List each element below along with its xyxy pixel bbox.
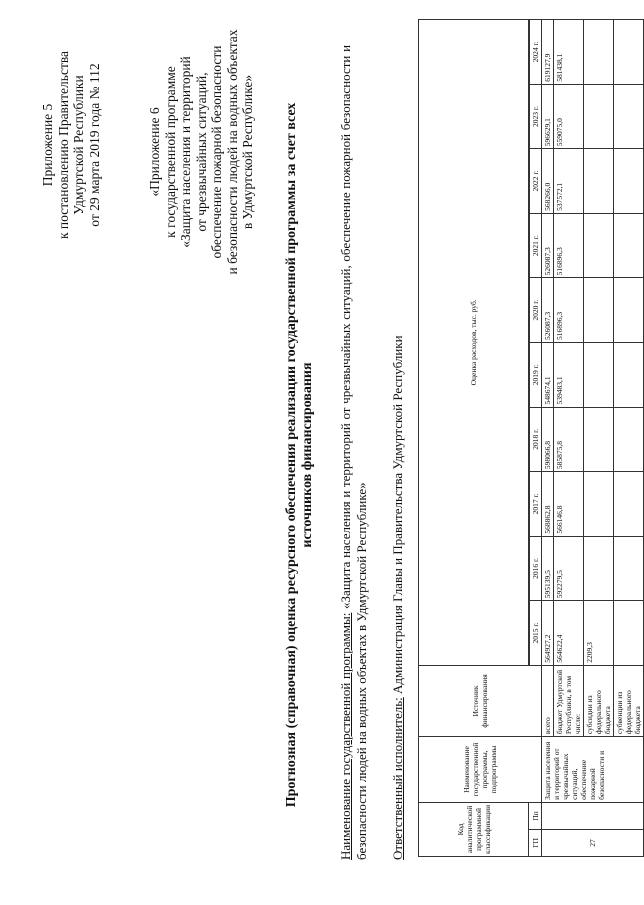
value-cell: 568266,0 — [542, 149, 554, 214]
title-line: источников финансирования — [300, 362, 315, 548]
responsible-value: Администрация Главы и Правительства Удмуртской Республики — [390, 335, 405, 694]
value-cell: 581438,1 — [554, 20, 584, 85]
appendix-block — [40, 25, 102, 265]
responsible-executor — [390, 45, 406, 860]
appendix-line: к постановлению Правительства — [55, 50, 71, 240]
header-estimate: Оценка расходов, тыс. руб. — [419, 20, 529, 666]
page-title — [284, 45, 316, 865]
source-label: всего — [542, 665, 554, 736]
appendix-line: Приложение 5 — [40, 103, 55, 187]
value-cell — [614, 601, 644, 666]
value-cell — [584, 342, 614, 407]
header-gp: ГП — [529, 829, 542, 856]
value-cell: 516896,3 — [554, 213, 584, 278]
inner-appendix-block — [147, 7, 256, 297]
value-cell: 564622,4 — [554, 601, 584, 666]
value-cell — [584, 407, 614, 472]
value-cell — [584, 278, 614, 343]
value-cell — [584, 472, 614, 537]
year-header: 2016 г. — [530, 536, 542, 601]
value-cell: 568862,8 — [542, 472, 554, 537]
row-program-name: Защита населения и территорий от чрезвычайных ситуаций, обеспечение пожарной безопасности и — [542, 737, 644, 803]
year-header: 2022 г. — [530, 149, 542, 214]
resource-table — [418, 19, 644, 857]
value-cell: 585875,8 — [554, 407, 584, 472]
header-code: Код аналитической программной классификации — [419, 802, 529, 856]
value-cell: 2209,3 — [584, 601, 614, 666]
value-cell — [584, 213, 614, 278]
value-cell: 595139,5 — [542, 536, 554, 601]
row-pp — [542, 802, 644, 829]
responsible-label: Ответственный исполнитель: — [390, 697, 405, 860]
program-name — [338, 45, 369, 860]
value-cell: 566146,8 — [554, 472, 584, 537]
value-cell: 559075,0 — [554, 84, 584, 149]
header-source: Источник финансирования — [419, 665, 542, 736]
inner-appendix-line: в Удмуртской Республике» — [240, 74, 255, 230]
value-cell — [584, 84, 614, 149]
inner-appendix-line: обеспечение пожарной безопасности — [209, 45, 224, 259]
year-header: 2024 г. — [530, 20, 542, 85]
program-name-part2: пожарной безопасности и безопасности людей на водных объектах в Удмуртской Республике» — [338, 44, 369, 860]
inner-appendix-line: от чрезвычайных ситуаций, — [193, 72, 209, 232]
value-cell: 539483,1 — [554, 342, 584, 407]
value-cell — [584, 536, 614, 601]
year-header: 2015 г. — [530, 601, 542, 666]
value-cell: 619127,9 — [542, 20, 554, 85]
row-gp: 27 — [542, 829, 644, 856]
value-cell — [614, 472, 644, 537]
value-cell: 596629,1 — [542, 84, 554, 149]
inner-appendix-line: «Защита населения и территорий — [178, 56, 193, 248]
value-cell — [614, 149, 644, 214]
program-label: Наименование государственной программы: — [338, 612, 353, 860]
source-label: субсидии из федерального бюджета — [584, 665, 614, 736]
value-cell — [614, 342, 644, 407]
year-header: 2018 г. — [530, 407, 542, 472]
value-cell: 564927,2 — [542, 601, 554, 666]
value-cell — [614, 213, 644, 278]
appendix-line: Удмуртской Республики — [71, 75, 86, 215]
value-cell: 526087,3 — [542, 213, 554, 278]
value-cell — [614, 536, 644, 601]
value-cell: 537572,1 — [554, 149, 584, 214]
year-header: 2019 г. — [530, 342, 542, 407]
source-label: субвенции из федерального бюджета — [614, 665, 644, 736]
year-header: 2023 г. — [530, 84, 542, 149]
year-header: 2020 г. — [530, 278, 542, 343]
header-name: Наименование государственной программы, подпрограммы — [419, 737, 542, 803]
value-cell: 598066,8 — [542, 407, 554, 472]
value-cell — [584, 20, 614, 85]
value-cell: 526087,3 — [542, 278, 554, 343]
inner-appendix-line: и безопасности людей на водных объектах — [224, 29, 240, 275]
title-line: Прогнозная (справочная) оценка ресурсного обеспечения реализации государственной программы за счет всех — [284, 102, 299, 808]
value-cell: 548674,1 — [542, 342, 554, 407]
inner-appendix-line: к государственной программе — [162, 66, 178, 238]
year-header: 2021 г. — [530, 213, 542, 278]
value-cell — [614, 407, 644, 472]
value-cell — [584, 149, 614, 214]
appendix-line: от 29 марта 2019 года № 112 — [86, 63, 102, 227]
source-label: бюджет Удмуртской Республики, в том числе: — [554, 665, 584, 736]
inner-appendix-line: «Приложение 6 — [147, 107, 162, 197]
value-cell — [614, 278, 644, 343]
value-cell: 592279,5 — [554, 536, 584, 601]
header-pp: Пп — [529, 802, 542, 829]
value-cell — [614, 84, 644, 149]
year-header: 2017 г. — [530, 472, 542, 537]
value-cell: 516896,3 — [554, 278, 584, 343]
value-cell — [614, 20, 644, 85]
program-name-part1: «Защита населения и территорий от чрезвычайных ситуаций, обеспечение — [338, 192, 353, 609]
